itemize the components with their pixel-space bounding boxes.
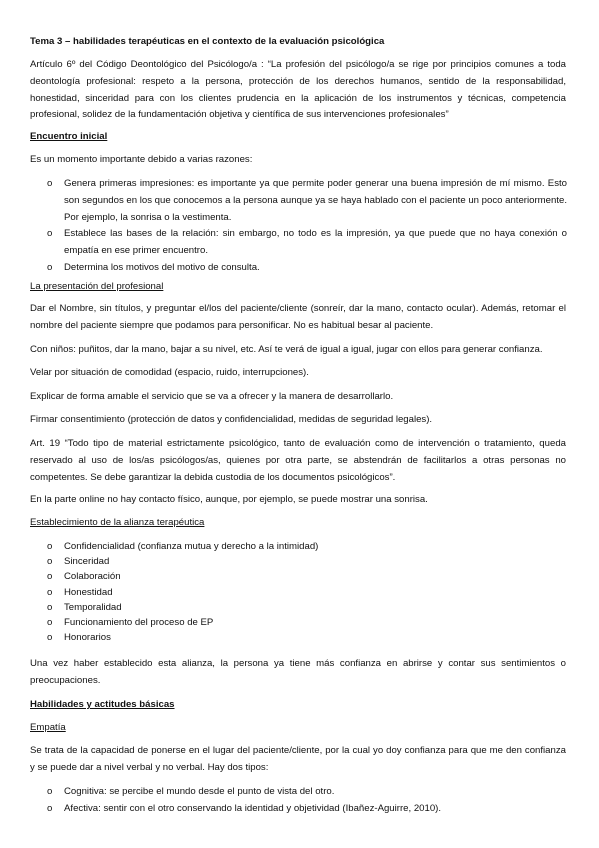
- bullet-icon: o: [47, 802, 53, 814]
- alianza-closing: Una vez haber establecido esta alianza, la persona ya tiene más confianza en abrirse y contar sus sentimientos o preocupaciones.: [30, 658, 566, 686]
- list-item: [47, 226, 567, 260]
- bullet-icon: o: [47, 556, 53, 568]
- section-heading-presentacion: La presentación del profesional: [30, 281, 164, 292]
- section-heading-alianza: Establecimiento de la alianza terapéutica: [30, 517, 205, 528]
- list-item: [47, 569, 567, 584]
- bullet-icon: o: [47, 586, 53, 598]
- list-item-text: Afectiva: sentir con el otro conservando la identidad y objetividad (Ibañez-Aguirre, 2010).: [64, 802, 442, 814]
- presentacion-paragraph: Explicar de forma amable el servicio que se va a ofrecer y la manera de desarrollarlo.: [30, 391, 394, 402]
- empatia-paragraph: Se trata de la capacidad de ponerse en el lugar del paciente/cliente, por la cual yo doy confianza para que me den confianza y se puede dar a nivel verbal y no verbal. Hay dos tipos:: [30, 745, 566, 773]
- list-item-text: Colaboración: [64, 571, 121, 583]
- list-item: [47, 630, 567, 645]
- list-item-text: Determina los motivos del motivo de consulta.: [64, 261, 260, 273]
- article-19-quote: Art. 19 “Todo tipo de material estrictamente psicológico, tanto de evaluación como de intervención o tratamiento, queda reservado al uso de los/as psicólogos/as, quienes por otra parte, se abstendrán de facilitarlos a otras personas no competentes. Se debe garantizar la debida custodia de los documentos psicológicos”.: [30, 438, 566, 483]
- bullet-icon: o: [47, 541, 53, 552]
- bullet-icon: o: [47, 601, 53, 613]
- list-item-text: Genera primeras impresiones: es importante ya que permite poder generar una buena impresión de mí mismo. Esto son segundos en los que conocemos a la persona aunque ya se haya hablado con el paciente un poco anteriormente. Por ejemplo, la sonrisa o la vestimenta.: [64, 178, 567, 223]
- list-item: [47, 600, 567, 615]
- presentacion-paragraph: Firmar consentimiento (protección de datos y confidencialidad, medidas de seguridad legales).: [30, 414, 433, 425]
- list-item: [47, 615, 567, 630]
- list-item: [47, 784, 567, 801]
- list-item-text: Honestidad: [64, 586, 113, 598]
- list-item-text: Cognitiva: se percibe el mundo desde el punto de vista del otro.: [64, 786, 335, 797]
- list-item-text: Honorarios: [64, 632, 111, 644]
- presentacion-paragraph: En la parte online no hay contacto físico, aunque, por ejemplo, se puede mostrar una sonrisa.: [30, 494, 428, 505]
- encuentro-intro: Es un momento importante debido a varias razones:: [30, 154, 253, 165]
- list-item: [47, 801, 567, 818]
- bullet-icon: o: [47, 261, 53, 273]
- list-item-text: Funcionamiento del proceso de EP: [64, 617, 214, 629]
- encuentro-list: [47, 176, 567, 277]
- list-item: [47, 585, 567, 600]
- article-6-quote: Artículo 6º del Código Deontológico del Psicólogo/a : “La profesión del psicólogo/a se rige por principios comunes a toda deontología profesional: respeto a la persona, protección de los derechos humanos, sentido de la responsabilidad, honestidad, sinceridad para con los clientes prudencia en la aplicación de los instrumentos y técnicas, competencia profesional, solidez de la fundamentación objetiva y científica de sus intervenciones profesionales”: [30, 59, 566, 121]
- section-heading-encuentro: Encuentro inicial: [30, 131, 108, 142]
- alianza-list: [47, 539, 567, 645]
- presentacion-paragraph: Con niños: puñitos, dar la mano, bajar a su nivel, etc. Así te verá de igual a igual, jugar con ellos para generar confianza.: [30, 344, 543, 355]
- list-item-text: Temporalidad: [64, 601, 122, 613]
- list-item: [47, 554, 567, 569]
- presentacion-paragraph: Dar el Nombre, sin títulos, y preguntar el/los del paciente/cliente (sonreír, dar la mano, contacto ocular). Además, retomar el nombre del paciente siempre que podamos para personificar. No es habitual besar al paciente.: [30, 303, 566, 331]
- list-item-text: Sinceridad: [64, 556, 110, 568]
- list-item-text: Confidencialidad (confianza mutua y derecho a la intimidad): [64, 541, 319, 552]
- list-item: [47, 260, 567, 277]
- bullet-icon: o: [47, 228, 53, 240]
- bullet-icon: o: [47, 571, 53, 583]
- empatia-list: [47, 784, 567, 818]
- subheading-empatia: Empatía: [30, 722, 66, 733]
- bullet-icon: o: [47, 632, 53, 644]
- presentacion-paragraph: Velar por situación de comodidad (espacio, ruido, interrupciones).: [30, 367, 309, 378]
- section-heading-habilidades: Habilidades y actitudes básicas: [30, 699, 175, 710]
- bullet-icon: o: [47, 617, 53, 629]
- list-item: [47, 539, 567, 554]
- page-title: Tema 3 – habilidades terapéuticas en el contexto de la evaluación psicológica: [30, 36, 385, 47]
- bullet-icon: o: [47, 786, 53, 797]
- bullet-icon: o: [47, 178, 53, 189]
- list-item-text: Establece las bases de la relación: sin embargo, no todo es la impresión, ya que puede que no haya conexión o empatía en ese primer encuentro.: [64, 228, 567, 257]
- list-item: [47, 176, 567, 226]
